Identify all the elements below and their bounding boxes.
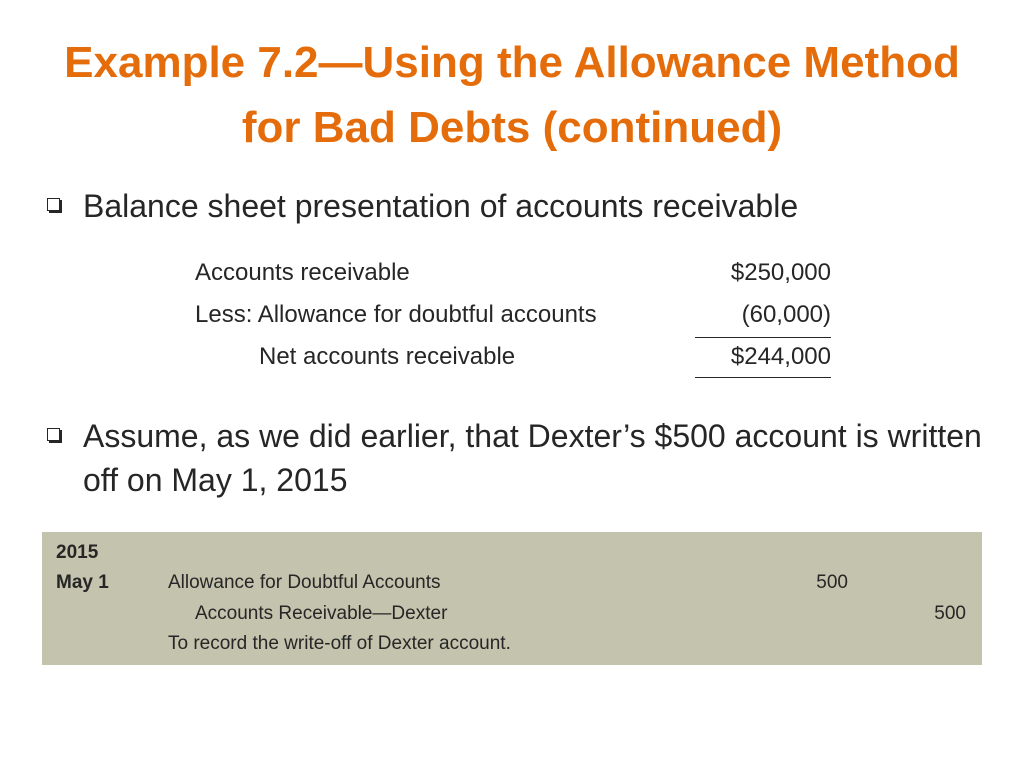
credit-account: Accounts Receivable—Dexter	[195, 603, 448, 624]
bullet-balance-sheet	[44, 184, 994, 228]
row-amount: (60,000)	[741, 301, 831, 328]
square-bullet-icon	[47, 198, 60, 211]
row-label: Accounts receivable	[195, 259, 410, 286]
journal-entry-box	[42, 532, 982, 665]
journal-date: May 1	[56, 572, 109, 593]
debit-account: Allowance for Doubtful Accounts	[168, 572, 441, 593]
bullet-write-off	[44, 414, 994, 502]
row-amount: $250,000	[730, 259, 831, 286]
square-bullet-icon	[47, 428, 60, 441]
debit-amount: 500	[816, 572, 848, 593]
total-rule	[695, 377, 831, 378]
journal-explanation: To record the write-off of Dexter account.	[168, 633, 511, 654]
row-amount: $244,000	[730, 343, 831, 370]
bullet-text: Balance sheet presentation of accounts receivable	[83, 188, 799, 224]
journal-year: 2015	[56, 542, 99, 563]
row-label: Net accounts receivable	[259, 343, 516, 370]
credit-amount: 500	[934, 603, 966, 624]
row-label: Less: Allowance for doubtful accounts	[195, 301, 597, 328]
subtotal-rule	[695, 337, 831, 338]
slide-title: Example 7.2—Using the Allowance Method for Bad Debts (continued)	[64, 38, 960, 152]
bullet-text: Assume, as we did earlier, that Dexter’s $500 account is written off on May 1, 2015	[83, 418, 982, 498]
